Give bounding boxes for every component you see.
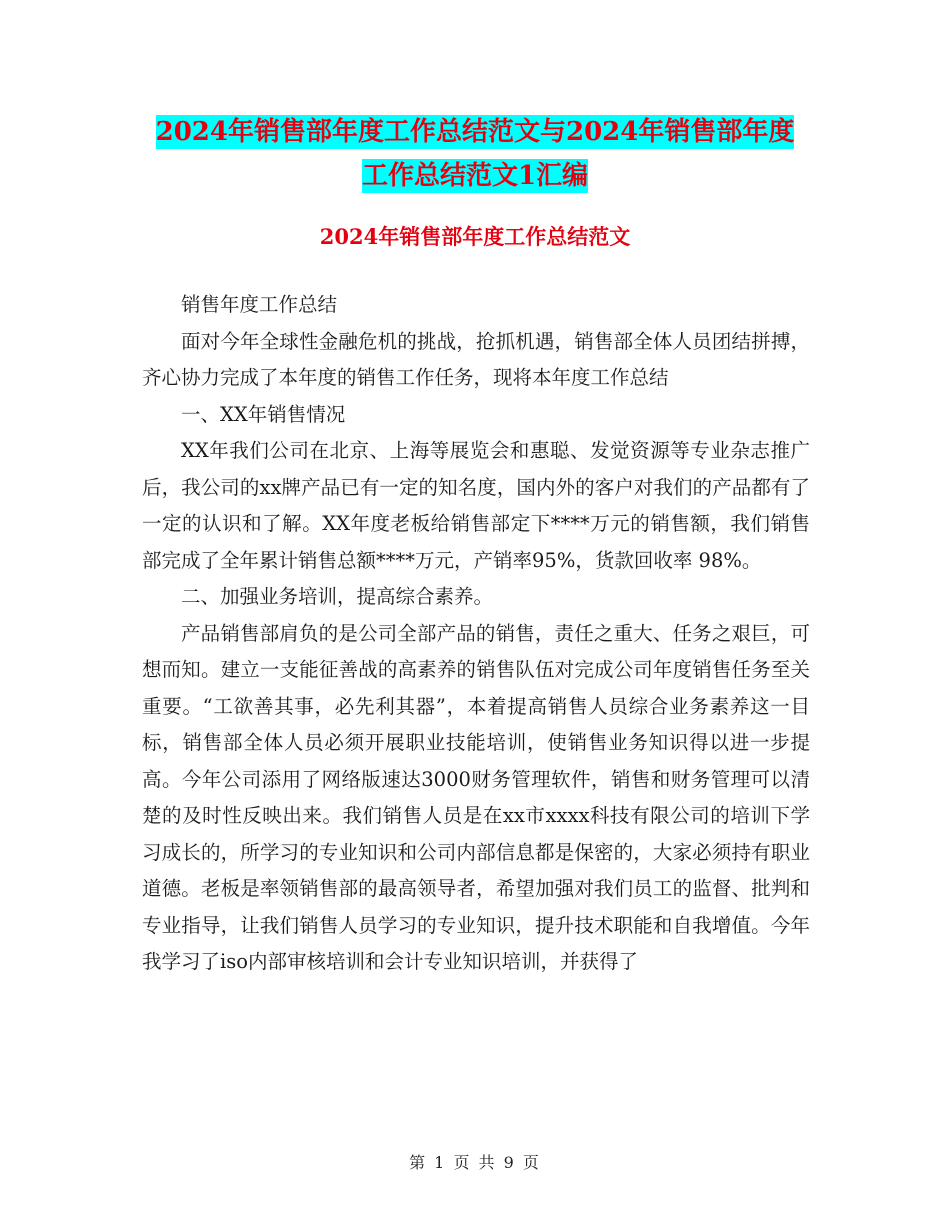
- page-footer: 第 1 页 共 9 页: [409, 1153, 541, 1172]
- paragraph-sales-situation: XX年我们公司在北京、上海等展览会和惠聪、发觉资源等专业杂志推广后，我公司的xx牌产品已有一定的知名度，国内外的客户对我们的产品都有了一定的认识和了解。XX年度老板给销售部定下****万元的销售额，我们销售部完成了全年累计销售总额****万元，产销率95%，货款回收率 98%。: [142, 439, 810, 572]
- document-title-line-1: [0, 110, 950, 154]
- title-highlight: 工作总结范文1汇编: [361, 161, 589, 191]
- paragraph-training: 产品销售部肩负的是公司全部产品的销售，责任之重大、任务之艰巨，可想而知。建立一支能征善战的高素养的销售队伍对完成公司年度销售任务至关重要。“工欲善其事，必先利其器”，本着提高销售人员综合业务素养这一目标，销售部全体人员必须开展职业技能培训，使销售业务知识得以进一步提高。今年公司添用了网络版速达3000财务管理软件，销售和财务管理可以清楚的及时性反映出来。我们销售人员是在xx市xxxx科技有限公司的培训下学习成长的，所学习的专业知识和公司内部信息都是保密的，大家必须持有职业道德。老板是率领销售部的最高领导者，希望加强对我们员工的监督、批判和专业指导，让我们销售人员学习的专业知识，提升技术职能和自我增值。今年我学习了iso内部审核培训和会计专业知识培训，并获得了: [142, 621, 810, 973]
- paragraph-intro: 面对今年全球性金融危机的挑战，抢抓机遇，销售部全体人员团结拼搏，齐心协力完成了本年度的销售工作任务，现将本年度工作总结: [142, 329, 810, 389]
- document-body: [142, 287, 810, 981]
- document-title-line-2: [0, 154, 950, 198]
- section-title: 2024年销售部年度工作总结范文: [319, 224, 631, 249]
- paragraph-section-1-heading: 一、XX年销售情况: [181, 402, 346, 426]
- title-highlight: 2024年销售部年度工作总结范文与2024年销售部年度: [155, 117, 795, 147]
- paragraph-section-2-heading: 二、加强业务培训，提高综合素养。: [181, 585, 494, 608]
- paragraph-heading: 销售年度工作总结: [181, 293, 338, 316]
